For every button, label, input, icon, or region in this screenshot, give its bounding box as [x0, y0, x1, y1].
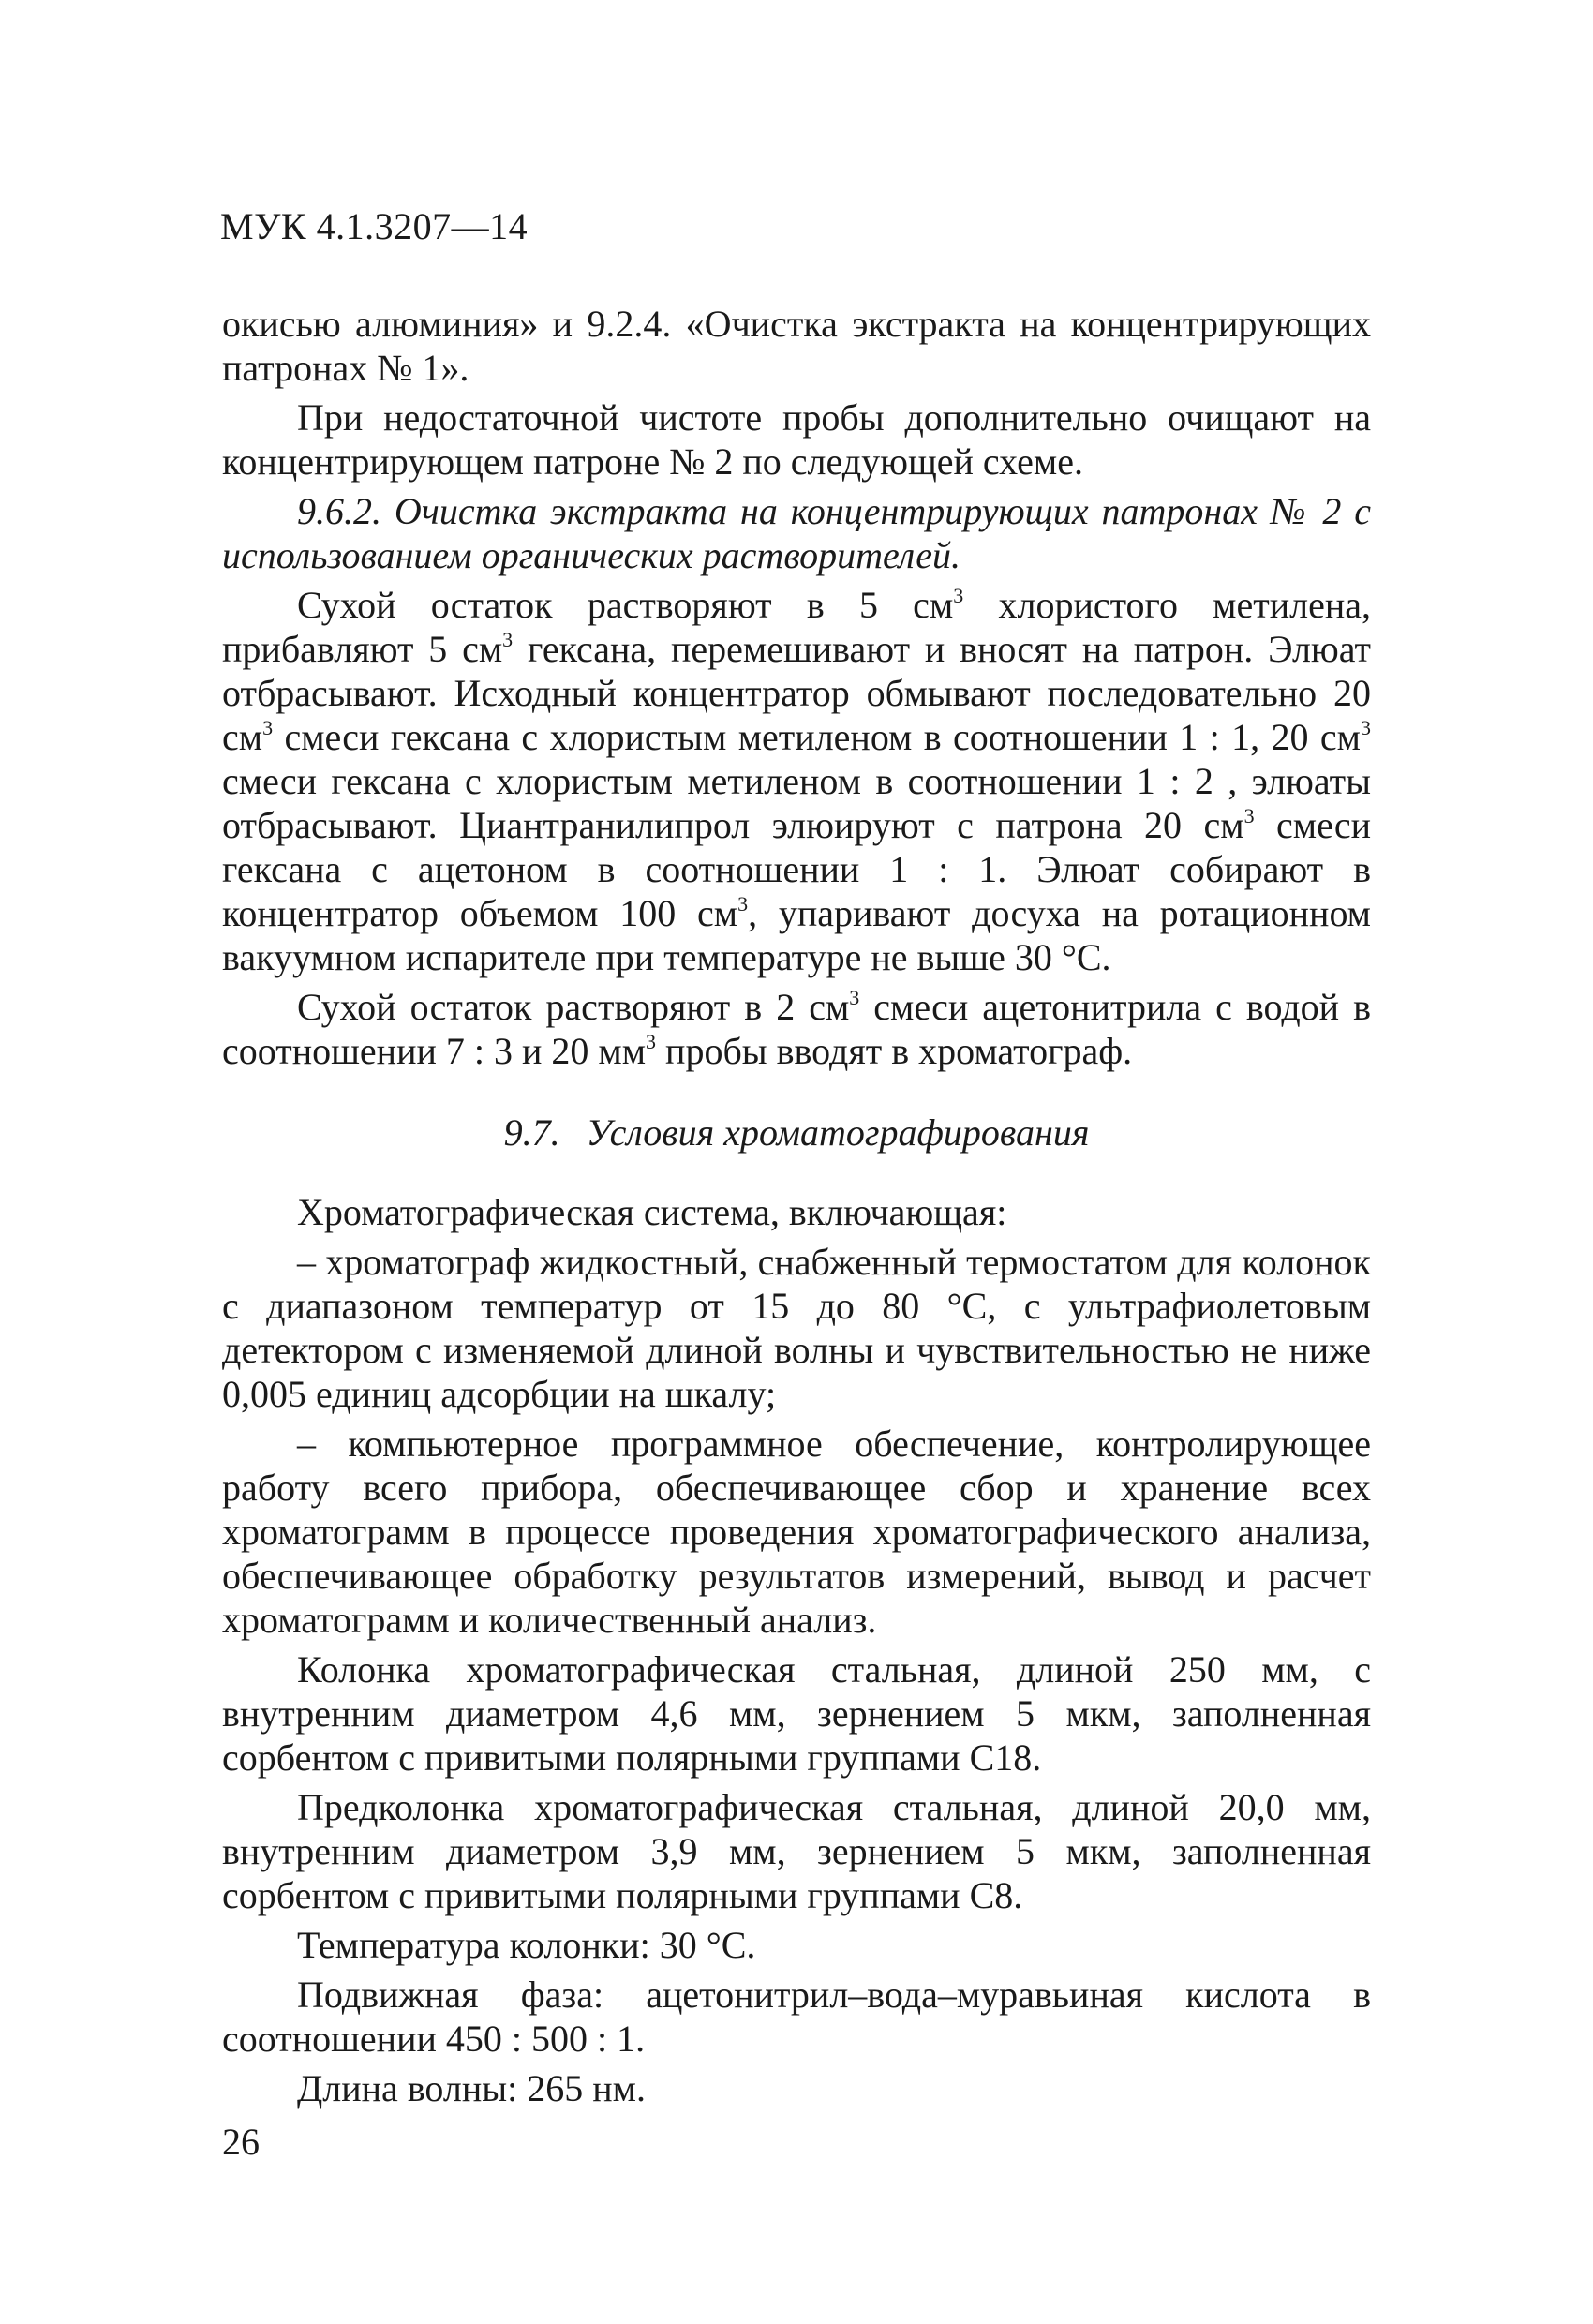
page-number: 26: [222, 2121, 260, 2163]
paragraph-injection: Сухой остаток растворяют в 2 $см^3$ смеси ацетонитрила с водой в соотношении 7 : 3 и 20 $мм^3$ пробы вводят в хроматограф.: [222, 986, 1371, 1072]
paragraph: Подвижная фаза: ацетонитрил–вода–муравьиная кислота в соотношении 450 : 500 : 1.: [222, 1974, 1371, 2060]
paragraph-continuation: окисью алюминия» и 9.2.4. «Очистка экстракта на концентрирующих патронах № 1».: [222, 303, 1371, 389]
list-item: – хроматограф жидкостный, снабженный термостатом для колонок с диапазоном температур от 15 до 80 °С, с ультрафиолетовым детектором с изменяемой длиной волны и чувствительностью не ниже 0,005 единиц адсорбции на шкалу;: [222, 1241, 1371, 1415]
document-code-header: МУК 4.1.3207—14: [220, 205, 529, 247]
section-title: Условия хроматографирования: [586, 1111, 1090, 1154]
section-number: 9.7.: [503, 1111, 560, 1154]
section-heading: [222, 1110, 1371, 1155]
page-body: [222, 302, 1371, 2116]
paragraph: Длина волны: 265 нм.: [297, 2067, 646, 2109]
list-item: – компьютерное программное обеспечение, контролирующее работу всего прибора, обеспечивающее сбор и хранение всех хроматограмм в процессе проведения хроматографического анализа, обеспечивающее обработку результатов измерений, вывод и расчет хроматограмм и количественный анализ.: [222, 1423, 1371, 1641]
paragraph: Предколонка хроматографическая стальная, длиной 20,0 мм, внутренним диаметром 3,9 мм, зернением 5 мкм, заполненная сорбентом с привитыми полярными группами С8.: [222, 1786, 1371, 1916]
subsection-heading: 9.6.2. Очистка экстракта на концентрирующих патронах № 2 с использованием органических растворителей.: [222, 490, 1371, 576]
paragraph: Хроматографическая система, включающая:: [297, 1191, 1007, 1233]
paragraph-dissolution: Сухой остаток растворяют в 5 $см^3$ хлористого метилена, прибавляют 5 $см^3$ гексана, перемешивают и вносят на патрон. Элюат отбрасывают. Исходный концентратор обмывают последовательно 20 $см^3$ смеси гексана с хлористым метиленом в соотношении 1 : 1, 20 $см^3$ смеси гексана с хлористым метиленом в соотношении 1 : 2 , элюаты отбрасывают. Циантранилипрол элюируют с патрона 20 $см^3$ смеси гексана с ацетоном в соотношении 1 : 1. Элюат собирают в концентратор объемом 100 $см^3$, упаривают досуха на ротационном вакуумном испарителе при температуре не выше 30 °С.: [222, 584, 1372, 978]
paragraph: При недостаточной чистоте пробы дополнительно очищают на концентрирующем патроне № 2 по следующей схеме.: [222, 396, 1371, 483]
paragraph: Температура колонки: 30 °С.: [297, 1924, 756, 1966]
paragraph: Колонка хроматографическая стальная, длиной 250 мм, с внутренним диаметром 4,6 мм, зернением 5 мкм, заполненная сорбентом с привитыми полярными группами С18.: [222, 1648, 1371, 1779]
